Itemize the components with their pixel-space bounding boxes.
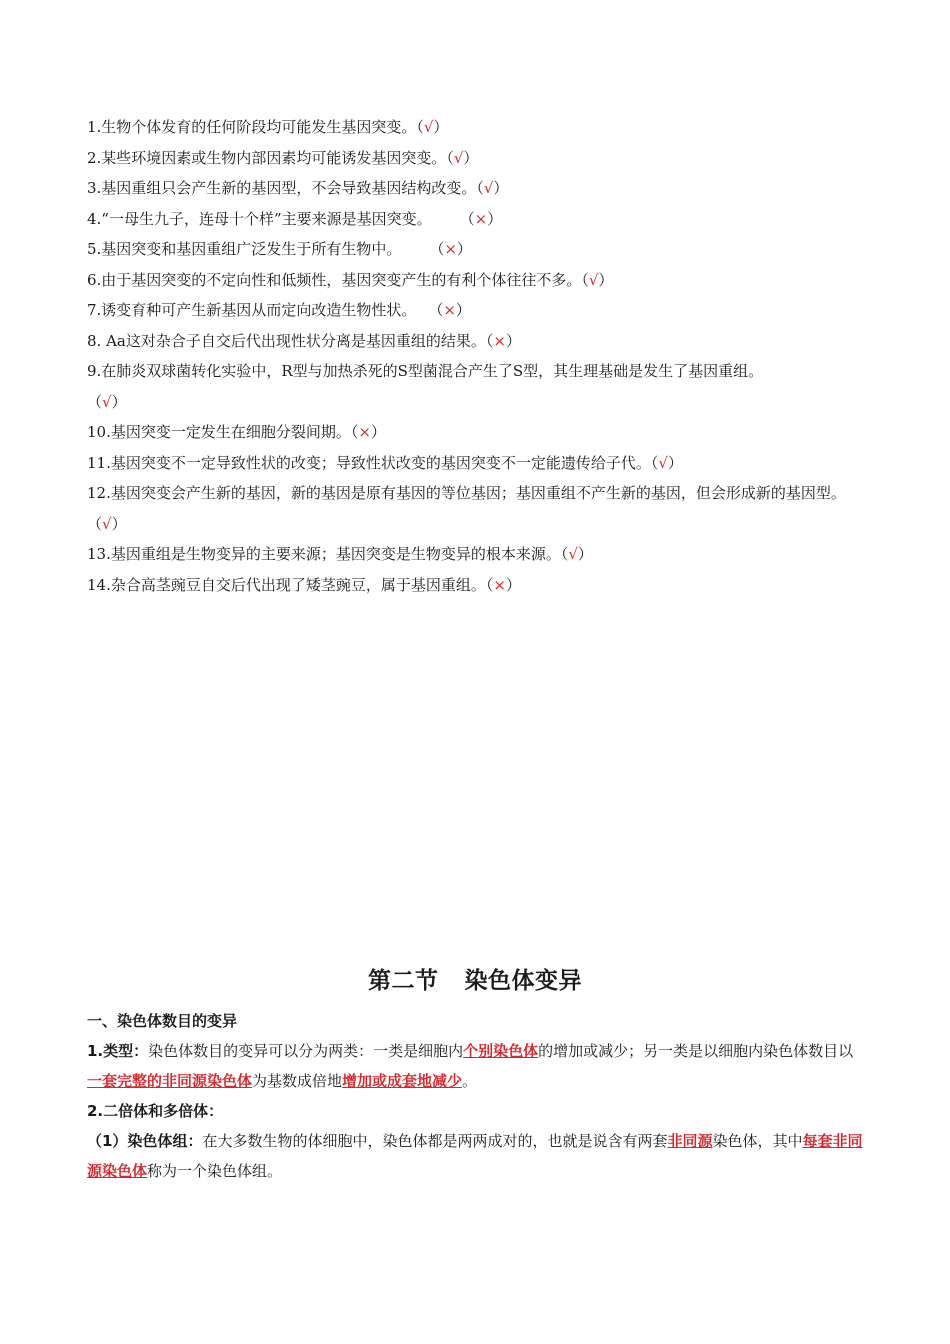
cross-mark: × <box>358 423 371 441</box>
list-item <box>87 448 867 479</box>
item-text: 2.某些环境因素或生物内部因素均可能诱发基因突变。（ <box>87 148 454 167</box>
paragraph-text: 称为一个染色体组。 <box>147 1162 283 1180</box>
item-text: 11.基因突变不一定导致性状的改变；导致性状改变的基因突变不一定能遗传给子代。（ <box>87 453 659 472</box>
list-item <box>87 234 867 265</box>
paren-open: （ <box>87 392 103 411</box>
list-item <box>87 570 867 601</box>
cross-mark: × <box>474 209 488 228</box>
item-text: 3.基因重组只会产生新的基因型，不会导致基因结构改变。（ <box>87 179 484 197</box>
section-title <box>0 962 950 995</box>
check-mark: √ <box>568 545 578 563</box>
item-text: 12.基因突变会产生新的基因，新的基因是原有基因的等位基因；基因重组不产生新的基因，但会形成新的基因型。（ <box>87 484 846 533</box>
paren-close: ） <box>456 240 472 258</box>
item-text: 7.诱变育种可产生新基因从而定向改造生物性状。 <box>87 301 417 319</box>
paren-close: ） <box>505 575 521 594</box>
paren-close: ） <box>493 179 509 197</box>
item-text: 4.“一母生九子，连母十个样”主要来源是基因突变。 <box>87 209 432 228</box>
paren-close: ） <box>455 301 471 319</box>
item-text: 1.生物个体发育的任何阶段均可能发生基因突变。（ <box>87 118 424 136</box>
keyword-highlight: 个别染色体 <box>463 1042 539 1060</box>
list-item <box>87 143 867 174</box>
list-item <box>87 112 867 143</box>
check-mark: √ <box>588 270 599 289</box>
paren-open: （ <box>429 240 445 258</box>
paren-close: ） <box>370 423 386 441</box>
paragraph-chromosome-set <box>87 1126 867 1186</box>
check-mark: √ <box>423 118 434 136</box>
paren-close: ） <box>577 545 593 563</box>
section-body <box>87 1006 867 1186</box>
item-text: 13.基因重组是生物变异的主要来源；基因突变是生物变异的根本来源。（ <box>87 545 569 563</box>
keyword-highlight: 非同源 <box>667 1132 713 1150</box>
list-item <box>87 265 867 296</box>
keyword-highlight: 增加或成套地减少 <box>342 1072 463 1090</box>
paragraph-label: 1.类型： <box>87 1042 149 1060</box>
paren-close: ） <box>111 392 127 411</box>
keyword-highlight: 一套完整的非同源染色体 <box>87 1072 253 1090</box>
paren-close: ） <box>433 118 449 136</box>
check-mark: √ <box>102 392 112 411</box>
item-text: 8. Aa这对杂合子自交后代出现性状分离是基因重组的结果。（ <box>87 331 494 350</box>
paren-close: ） <box>111 514 127 533</box>
list-item <box>87 539 867 570</box>
section-number: 第二节 <box>368 968 439 994</box>
list-item <box>87 173 867 204</box>
cross-mark: × <box>493 575 506 594</box>
paren-close: ） <box>463 148 479 167</box>
paragraph-text: 染色体数目的变异可以分为两类：一类是细胞内 <box>148 1042 464 1060</box>
list-item <box>87 295 867 326</box>
cross-mark: × <box>443 301 456 319</box>
keyword-highlight: 每套非同源染色体 <box>87 1132 863 1180</box>
paren-open: （ <box>459 209 475 228</box>
heading-chromosome-number: 一、染色体数目的变异 <box>87 1012 238 1030</box>
paragraph-text: 。 <box>462 1072 478 1090</box>
paragraph-text: 为基数成倍地 <box>252 1072 343 1090</box>
paren-close: ） <box>667 453 683 472</box>
list-item <box>87 478 867 539</box>
list-item <box>87 204 867 235</box>
cross-mark: × <box>493 331 506 350</box>
paren-close: ） <box>505 331 521 350</box>
heading-diploid-polyploid: 2.二倍体和多倍体： <box>87 1102 224 1120</box>
paragraph-text: 在大多数生物的体细胞中，染色体都是两两成对的，也就是说含有两套 <box>202 1132 668 1150</box>
check-mark: √ <box>453 148 464 167</box>
check-mark: √ <box>102 514 112 533</box>
item-text: 10.基因突变一定发生在细胞分裂间期。（ <box>87 423 359 441</box>
paren-open: （ <box>428 301 444 319</box>
section-name: 染色体变异 <box>464 968 582 994</box>
list-item <box>87 326 867 357</box>
true-false-list <box>87 112 867 600</box>
item-text: 5.基因突变和基因重组广泛发生于所有生物中。 <box>87 240 402 258</box>
paragraph-types <box>87 1036 867 1096</box>
cross-mark: × <box>444 240 457 258</box>
paragraph-text: 染色体，其中 <box>712 1132 803 1150</box>
paren-close: ） <box>598 270 614 289</box>
check-mark: √ <box>483 179 494 197</box>
list-item <box>87 356 867 417</box>
paragraph-label: （1）染色体组： <box>87 1132 203 1150</box>
paren-close: ） <box>487 209 503 228</box>
check-mark: √ <box>658 453 668 472</box>
paragraph-text: 的增加或减少；另一类是以细胞内染色体数目以 <box>538 1042 854 1060</box>
list-item <box>87 417 867 448</box>
item-text: 9.在肺炎双球菌转化实验中，R型与加热杀死的S型菌混合产生了S型，其生理基础是发生了基因重组。 <box>87 362 764 380</box>
item-text: 14.杂合高茎豌豆自交后代出现了矮茎豌豆，属于基因重组。（ <box>87 575 494 594</box>
item-text: 6.由于基因突变的不定向性和低频性，基因突变产生的有利个体往往不多。（ <box>87 270 589 289</box>
